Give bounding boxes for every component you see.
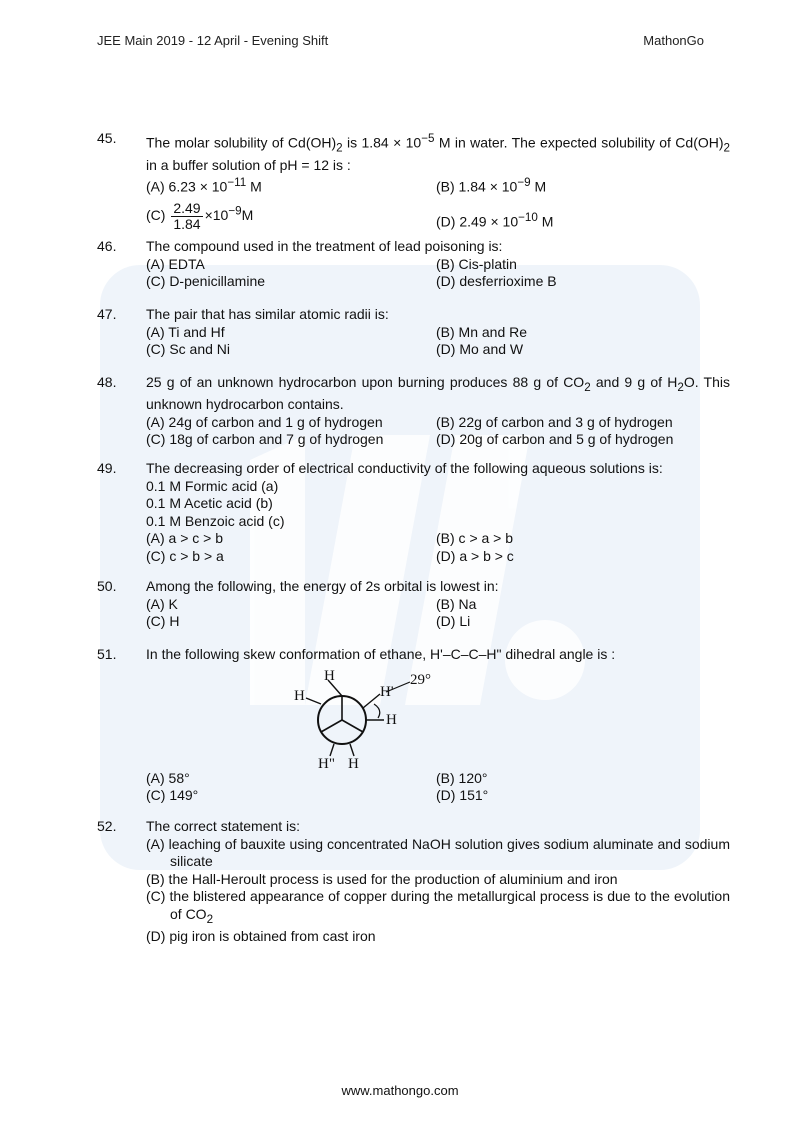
atom-label-h-prime: H': [380, 683, 394, 700]
option-a: (A) Ti and Hf: [146, 323, 225, 340]
solution-line: 0.1 M Formic acid (a): [146, 477, 279, 494]
option-a: (A) a > c > b: [146, 530, 224, 546]
question-stem: The correct statement is:: [146, 818, 301, 834]
question-stem: Among the following, the energy of 2s orbital is lowest in:: [146, 578, 499, 594]
question-number: 51.: [97, 646, 117, 662]
question-number: 46.: [97, 238, 117, 254]
header-exam-title: JEE Main 2019 - 12 April - Evening Shift: [97, 33, 329, 48]
footer-url: www.mathongo.com: [341, 1083, 459, 1098]
option-d: (D) a > b > c: [436, 547, 514, 564]
question-49: [97, 460, 730, 565]
question-number: 47.: [97, 306, 117, 322]
option-c: (C) 149°: [146, 787, 199, 803]
option-c: (C) D-penicillamine: [146, 273, 266, 289]
option-c: (C) c > b > a: [146, 547, 224, 564]
solution-line: 0.1 M Acetic acid (b): [146, 495, 273, 511]
option-a: (A) 58°: [146, 769, 190, 786]
option-d: (D) desferrioxime B: [436, 273, 557, 289]
option-c: (C) H: [146, 613, 180, 629]
option-d: (D) 151°: [436, 787, 489, 803]
atom-label-h: H: [348, 755, 359, 768]
option-a: (A) leaching of bauxite using concentrated NaOH solution gives sodium aluminate and sodium silicate: [146, 835, 730, 869]
question-45: [97, 130, 730, 232]
question-47: [97, 306, 730, 359]
option-c: (C) 18g of carbon and 7 g of hydrogen: [146, 431, 384, 448]
option-d: (D) $2.49 \times 10^{-10}$ M: [436, 210, 554, 230]
option-a: (A) K: [146, 595, 178, 612]
question-51: [97, 646, 730, 805]
option-b: (B) c > a > b: [436, 530, 514, 546]
fraction: $\frac{2.49}{1.84}$: [173, 199, 201, 232]
option-a: (A) EDTA: [146, 255, 205, 272]
option-d: (D) pig iron is obtained from cast iron: [146, 927, 376, 944]
question-number: 49.: [97, 460, 117, 476]
option-b: (B) 120°: [436, 769, 488, 786]
option-b: (B) the Hall-Heroult process is used for the production of aluminium and iron: [146, 870, 618, 887]
question-48: [97, 374, 730, 449]
header-brand: MathonGo: [643, 33, 704, 48]
option-b: (B) Na: [436, 595, 477, 612]
question-number: 52.: [97, 818, 117, 834]
question-number: 45.: [97, 130, 117, 146]
question-stem: The compound used in the treatment of lead poisoning is:: [146, 238, 503, 254]
angle-label: 29°: [410, 671, 431, 688]
option-c: (C) Sc and Ni: [146, 341, 231, 357]
question-46: [97, 238, 730, 291]
option-a: (A) $6.23 \times 10^{-11}$ M: [146, 176, 262, 196]
question-stem: In the following skew conformation of ethane, H'–C–C–H" dihedral angle is :: [146, 646, 616, 662]
option-b: (B) 22g of carbon and 3 g of hydrogen: [436, 413, 673, 430]
atom-label-h: H: [324, 667, 335, 684]
question-number: 50.: [97, 578, 117, 594]
option-a: (A) 24g of carbon and 1 g of hydrogen: [146, 413, 383, 430]
solution-line: 0.1 M Benzoic acid (c): [146, 512, 285, 529]
option-b: (B) $1.84 \times 10^{-9}$ M: [436, 176, 547, 196]
option-b: (B) Mn and Re: [436, 323, 528, 340]
question-stem: 25 g of an unknown hydrocarbon upon burning produces 88 g of $CO_2$ and 9 g of $H_2O$. This unknown hydrocarbon contains.: [146, 374, 730, 413]
option-b: (B) Cis-platin: [436, 255, 517, 272]
question-stem: The pair that has similar atomic radii is:: [146, 306, 389, 322]
question-50: [97, 578, 730, 631]
question-stem: The molar solubility of $Cd(OH)_2$ is $1.84 \times 10^{-5}$ M in water. The expected solubility of $Cd(OH)_2$ in a buffer solution of pH = 12 is :: [146, 132, 731, 173]
atom-label-h: H: [294, 687, 305, 704]
question-stem: The decreasing order of electrical conductivity of the following aqueous solutions is:: [146, 460, 663, 476]
atom-label-h: H: [386, 711, 397, 728]
newman-projection-figure: [284, 668, 454, 768]
option-c: (C) the blistered appearance of copper during the metallurgical process is due to the evolution of $CO_2$: [146, 888, 730, 926]
option-d: (D) Mo and W: [436, 341, 524, 357]
question-number: 48.: [97, 374, 117, 390]
question-52: [97, 818, 730, 945]
option-d: (D) Li: [436, 613, 471, 629]
atom-label-h-double-prime: H": [318, 755, 335, 768]
option-c: (C) $\frac{2.49}{1.84}$ $\times 10^{-9}M$: [146, 199, 254, 232]
option-d: (D) 20g of carbon and 5 g of hydrogen: [436, 431, 674, 448]
